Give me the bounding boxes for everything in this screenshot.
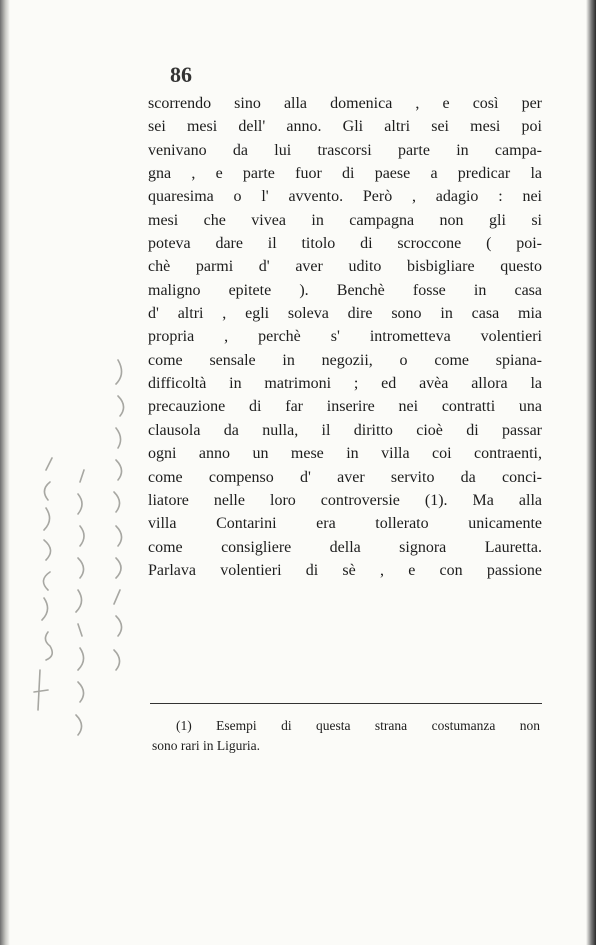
text-line: gna , e parte fuor di paese a predicar la	[148, 165, 542, 183]
text-line: mesi che vivea in campagna non gli si	[148, 211, 542, 229]
text-line: villa Contarini era tollerato unicamente	[148, 515, 542, 533]
text-line: ogni anno un mese in villa coi contraenti,	[148, 445, 542, 463]
text-line: precauzione di far inserire nei contratti una	[148, 398, 542, 416]
text-line: scorrendo sino alla domenica , e così per	[148, 95, 542, 112]
text-line: propria , perchè s' intrometteva volentieri	[148, 328, 542, 346]
text-line: d' altri , egli soleva dire sono in casa mia	[148, 305, 542, 323]
text-line: poteva dare il titolo di scroccone ( poi-	[148, 235, 542, 253]
text-line: sei mesi dell' anno. Gli altri sei mesi poi	[148, 118, 542, 136]
text-line: come compenso d' aver servito da conci-	[148, 468, 542, 486]
page-binding-shadow	[0, 0, 10, 945]
text-line: venivano da lui trascorsi parte in campa-	[148, 141, 542, 159]
footnote-divider	[150, 703, 542, 704]
footnote	[152, 716, 540, 756]
text-line: Parlava volentieri di sè , e con passione	[148, 561, 542, 579]
text-line: clausola da nulla, il diritto cioè di passar	[148, 421, 542, 439]
text-line: difficoltà in matrimoni ; ed avèa allora la	[148, 375, 542, 393]
page-edge-shadow	[586, 0, 596, 945]
text-line: quaresima o l' avvento. Però , adagio : nei	[148, 188, 542, 206]
footnote-line: sono rari in Liguria.	[152, 738, 260, 753]
pencil-marginal-note-icon	[16, 340, 146, 760]
body-text	[148, 92, 542, 582]
footnote-line: (1) Esempi di questa strana costumanza non	[176, 718, 540, 733]
text-line: liatore nelle loro controversie (1). Ma alla	[148, 491, 542, 509]
text-line: come consigliere della signora Lauretta.	[148, 538, 542, 556]
text-line: maligno epitete ). Benchè fosse in casa	[148, 281, 542, 299]
text-line: chè parmi d' aver udito bisbigliare questo	[148, 258, 542, 276]
text-line: come sensale in negozii, o come spiana-	[148, 351, 542, 369]
page-number: 86	[170, 62, 192, 87]
